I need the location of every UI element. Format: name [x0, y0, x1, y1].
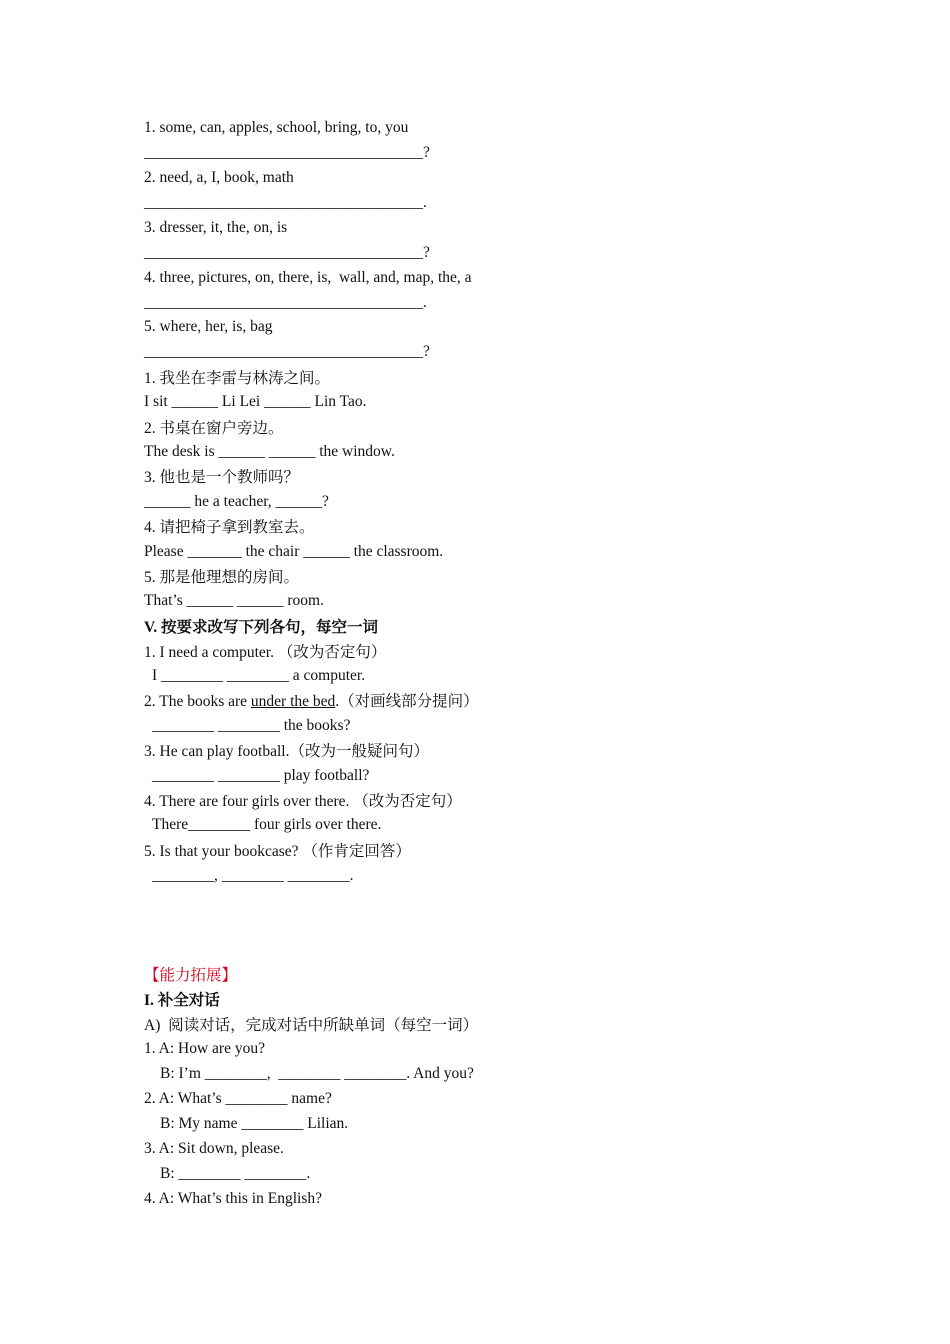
reorder-item-answer: ____________________________________. [144, 294, 427, 311]
translate-item-cn: 2. 书桌在窗户旁边。 [144, 420, 284, 437]
reorder-item-words: 1. some, can, apples, school, bring, to, you [144, 119, 409, 136]
extend-title: 【能力拓展】 [144, 967, 238, 984]
translate-item-cn: 1. 我坐在李雷与林涛之间。 [144, 370, 331, 387]
translate-item-en: ______ he a teacher, ______? [144, 493, 329, 510]
dialog-line-a: 1. A: How are you? [144, 1040, 265, 1057]
rewrite-question: 5. Is that your bookcase? （作肯定回答） [144, 843, 411, 860]
rewrite-question: 1. I need a computer. （改为否定句） [144, 644, 387, 661]
translate-item-en: I sit ______ Li Lei ______ Lin Tao. [144, 393, 367, 410]
reorder-item-words: 4. three, pictures, on, there, is, wall, and, map, the, a [144, 269, 472, 286]
translate-item-en: That’s ______ ______ room. [144, 592, 324, 609]
dialog-line-b: B: I’m ________, ________ ________. And you? [160, 1065, 474, 1082]
translate-item-cn: 3. 他也是一个教师吗？ [144, 469, 300, 486]
reorder-item-words: 3. dresser, it, the, on, is [144, 219, 288, 236]
reorder-item-answer: ____________________________________? [144, 244, 430, 261]
underlined-phrase: under the bed [250, 693, 336, 710]
dialog-line-a: 2. A: What’s ________ name? [144, 1090, 332, 1107]
translate-item-en: The desk is ______ ______ the window. [144, 443, 395, 460]
translate-item-cn: 4. 请把椅子拿到教室去。 [144, 519, 315, 536]
rewrite-question [144, 692, 479, 712]
extend-instruction: A) 阅读对话，完成对话中所缺单词（每空一词） [144, 1017, 479, 1034]
rewrite-question: 4. There are four girls over there. （改为否定句） [144, 793, 462, 810]
rewrite-answer: There________ four girls over there. [152, 816, 382, 833]
translate-item-en: Please _______ the chair ______ the classroom. [144, 543, 444, 560]
rewrite-answer: ________ ________ play football? [152, 767, 370, 784]
extend-heading: I. 补全对话 [144, 992, 220, 1009]
question-instruction: .（对画线部分提问） [335, 693, 479, 710]
rewrite-answer: ________, ________ ________. [152, 867, 354, 884]
translate-item-cn: 5. 那是他理想的房间。 [144, 569, 300, 586]
dialog-line-b: B: My name ________ Lilian. [160, 1115, 349, 1132]
section-heading: V. 按要求改写下列各句，每空一词 [144, 619, 378, 636]
rewrite-answer: I ________ ________ a computer. [152, 667, 366, 684]
rewrite-answer: ________ ________ the books? [152, 717, 351, 734]
reorder-item-answer: ____________________________________. [144, 194, 427, 211]
reorder-item-answer: ____________________________________? [144, 343, 430, 360]
question-text: 2. The books are [144, 693, 251, 710]
reorder-item-words: 2. need, a, I, book, math [144, 169, 294, 186]
reorder-item-answer: ____________________________________? [144, 144, 430, 161]
dialog-line-a: 4. A: What’s this in English? [144, 1190, 322, 1207]
reorder-item-words: 5. where, her, is, bag [144, 318, 273, 335]
dialog-line-b: B: ________ ________. [160, 1165, 311, 1182]
rewrite-question: 3. He can play football.（改为一般疑问句） [144, 743, 429, 760]
dialog-line-a: 3. A: Sit down, please. [144, 1140, 284, 1157]
